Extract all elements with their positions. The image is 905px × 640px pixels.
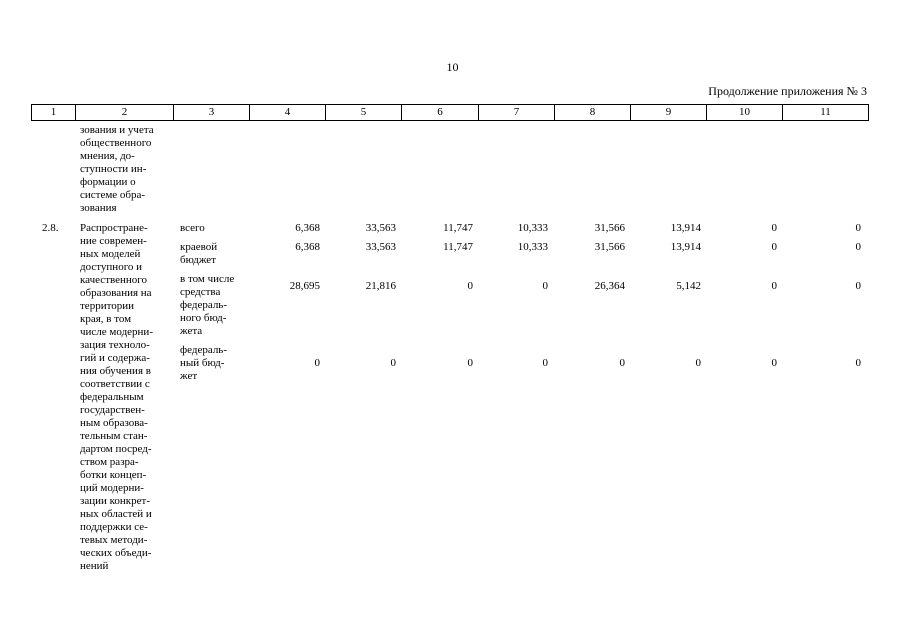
value-regional-col4: 6,368 [295, 241, 320, 253]
value-regional-col5: 33,563 [365, 241, 396, 253]
column-header-11: 11 [783, 105, 869, 121]
value-incl-federal-col4: 28,695 [289, 280, 320, 292]
value-federal-col4: 0 [314, 357, 320, 369]
value-regional-col10: 0 [771, 241, 777, 253]
value-incl-federal-col9: 5,142 [676, 280, 701, 292]
column-header-9: 9 [631, 105, 707, 121]
line-label-incl-federal-funds: в том числе средства федераль- ного бюд- жета [180, 273, 235, 337]
value-federal-col10: 0 [771, 357, 777, 369]
row-description: Распростране- ние современ- ных моделей доступного и качественного образования на территории края, в том числе модерни- зация техноло- гий и содержа- ния обучения в соответствии с федеральным государствен- ным образова- тельным стан- дартом посред- ством разра- ботки концеп- ций модерни- зации конкрет- ных областей и поддержки се- тевых методи- ческих объеди- нений [80, 222, 153, 572]
column-header-8: 8 [555, 105, 631, 121]
value-federal-col7: 0 [542, 357, 548, 369]
column-header-10: 10 [707, 105, 783, 121]
column-header-2: 2 [76, 105, 174, 121]
value-federal-col9: 0 [695, 357, 701, 369]
value-incl-federal-col6: 0 [467, 280, 473, 292]
row-number: 2.8. [42, 222, 59, 234]
column-header-3: 3 [174, 105, 250, 121]
value-incl-federal-col5: 21,816 [365, 280, 396, 292]
column-header-7: 7 [479, 105, 555, 121]
value-incl-federal-col10: 0 [771, 280, 777, 292]
value-total-col9: 13,914 [670, 222, 701, 234]
column-header-4: 4 [250, 105, 326, 121]
value-total-col5: 33,563 [365, 222, 396, 234]
value-regional-col7: 10,333 [517, 241, 548, 253]
column-header-6: 6 [402, 105, 479, 121]
value-regional-col8: 31,566 [594, 241, 625, 253]
continuation-label: Продолжение приложения № 3 [708, 84, 867, 98]
line-label-regional-budget: краевой бюджет [180, 241, 218, 266]
value-total-col11: 0 [855, 222, 861, 234]
value-regional-col6: 11,747 [443, 241, 473, 253]
value-total-col4: 6,368 [295, 222, 320, 234]
column-header-1: 1 [32, 105, 76, 121]
column-header-5: 5 [326, 105, 402, 121]
line-label-federal-budget: федераль- ный бюд- жет [180, 344, 227, 382]
value-federal-col6: 0 [467, 357, 473, 369]
value-federal-col8: 0 [619, 357, 625, 369]
value-incl-federal-col8: 26,364 [594, 280, 625, 292]
value-total-col6: 11,747 [443, 222, 473, 234]
value-incl-federal-col11: 0 [855, 280, 861, 292]
value-incl-federal-col7: 0 [542, 280, 548, 292]
value-total-col10: 0 [771, 222, 777, 234]
value-regional-col9: 13,914 [670, 241, 701, 253]
line-label-total: всего [180, 222, 205, 234]
value-federal-col5: 0 [390, 357, 396, 369]
value-regional-col11: 0 [855, 241, 861, 253]
page-number: 10 [446, 60, 459, 74]
column-header-row [31, 104, 869, 121]
prev-row-description: зования и учета общественного мнения, до- ступности ин- формации о системе обра- зования [80, 124, 154, 214]
value-total-col7: 10,333 [517, 222, 548, 234]
value-total-col8: 31,566 [594, 222, 625, 234]
value-federal-col11: 0 [855, 357, 861, 369]
